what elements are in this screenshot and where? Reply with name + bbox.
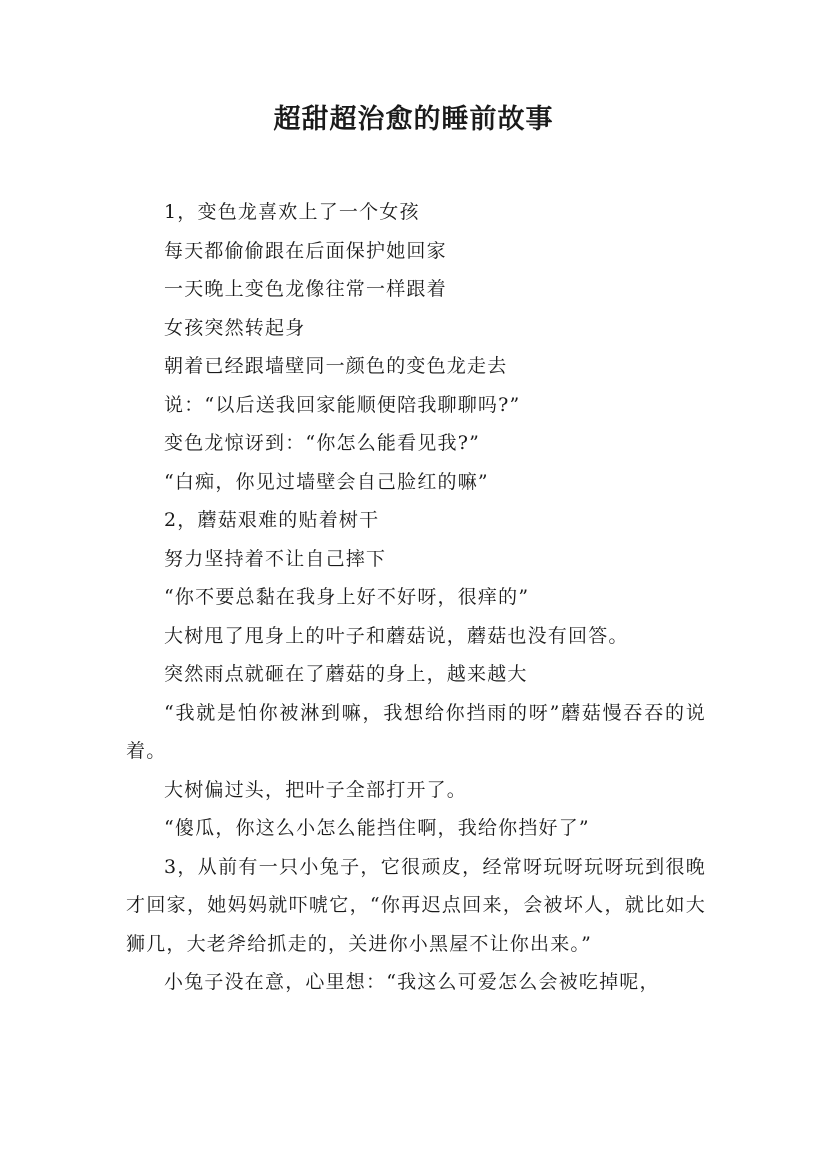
paragraph: 变色龙惊讶到：“你怎么能看见我?”	[164, 432, 481, 454]
paragraph: 一天晚上变色龙像往常一样跟着	[164, 278, 447, 300]
paragraph: “傻瓜，你这么小怎么能挡住啊，我给你挡好了”	[164, 817, 590, 839]
paragraph: 每天都偷偷跟在后面保护她回家	[164, 239, 447, 262]
paragraph: 朝着已经跟墙壁同一颜色的变色龙走去	[164, 355, 508, 377]
document-title: 超甜超治愈的睡前故事	[273, 104, 554, 135]
paragraph: 小兔子没在意，心里想：“我这么可爱怎么会被吃掉呢，	[164, 971, 660, 993]
paragraph: 1，变色龙喜欢上了一个女孩	[164, 201, 420, 223]
paragraph: 女孩突然转起身	[164, 316, 306, 339]
paragraph: 说：“以后送我回家能顺便陪我聊聊吗?”	[164, 393, 521, 416]
paragraph: 大树甩了甩身上的叶子和蘑菇说，蘑菇也没有回答。	[164, 624, 629, 647]
document-body	[126, 193, 706, 1002]
paragraph: “白痴，你见过墙壁会自己脸红的嘛”	[164, 470, 489, 493]
paragraph: 大树偏过头，把叶子全部打开了。	[164, 778, 468, 801]
paragraph: “我就是怕你被淋到嘛，我想给你挡雨的呀”蘑菇慢吞吞的说着。	[126, 701, 706, 762]
paragraph: 努力坚持着不让自己摔下	[164, 547, 387, 570]
paragraph: 3，从前有一只小兔子，它很顽皮，经常呀玩呀玩呀玩到很晚才回家，她妈妈就吓唬它，“你再迟点回来，会被坏人，就比如大狮几，大老斧给抓走的，关进你小黑屋不让你出来。”	[126, 855, 706, 955]
paragraph: 突然雨点就砸在了蘑菇的身上，越来越大	[164, 663, 528, 685]
paragraph: 2，蘑菇艰难的贴着树干	[164, 509, 380, 531]
paragraph: “你不要总黏在我身上好不好呀，很痒的”	[164, 586, 530, 608]
